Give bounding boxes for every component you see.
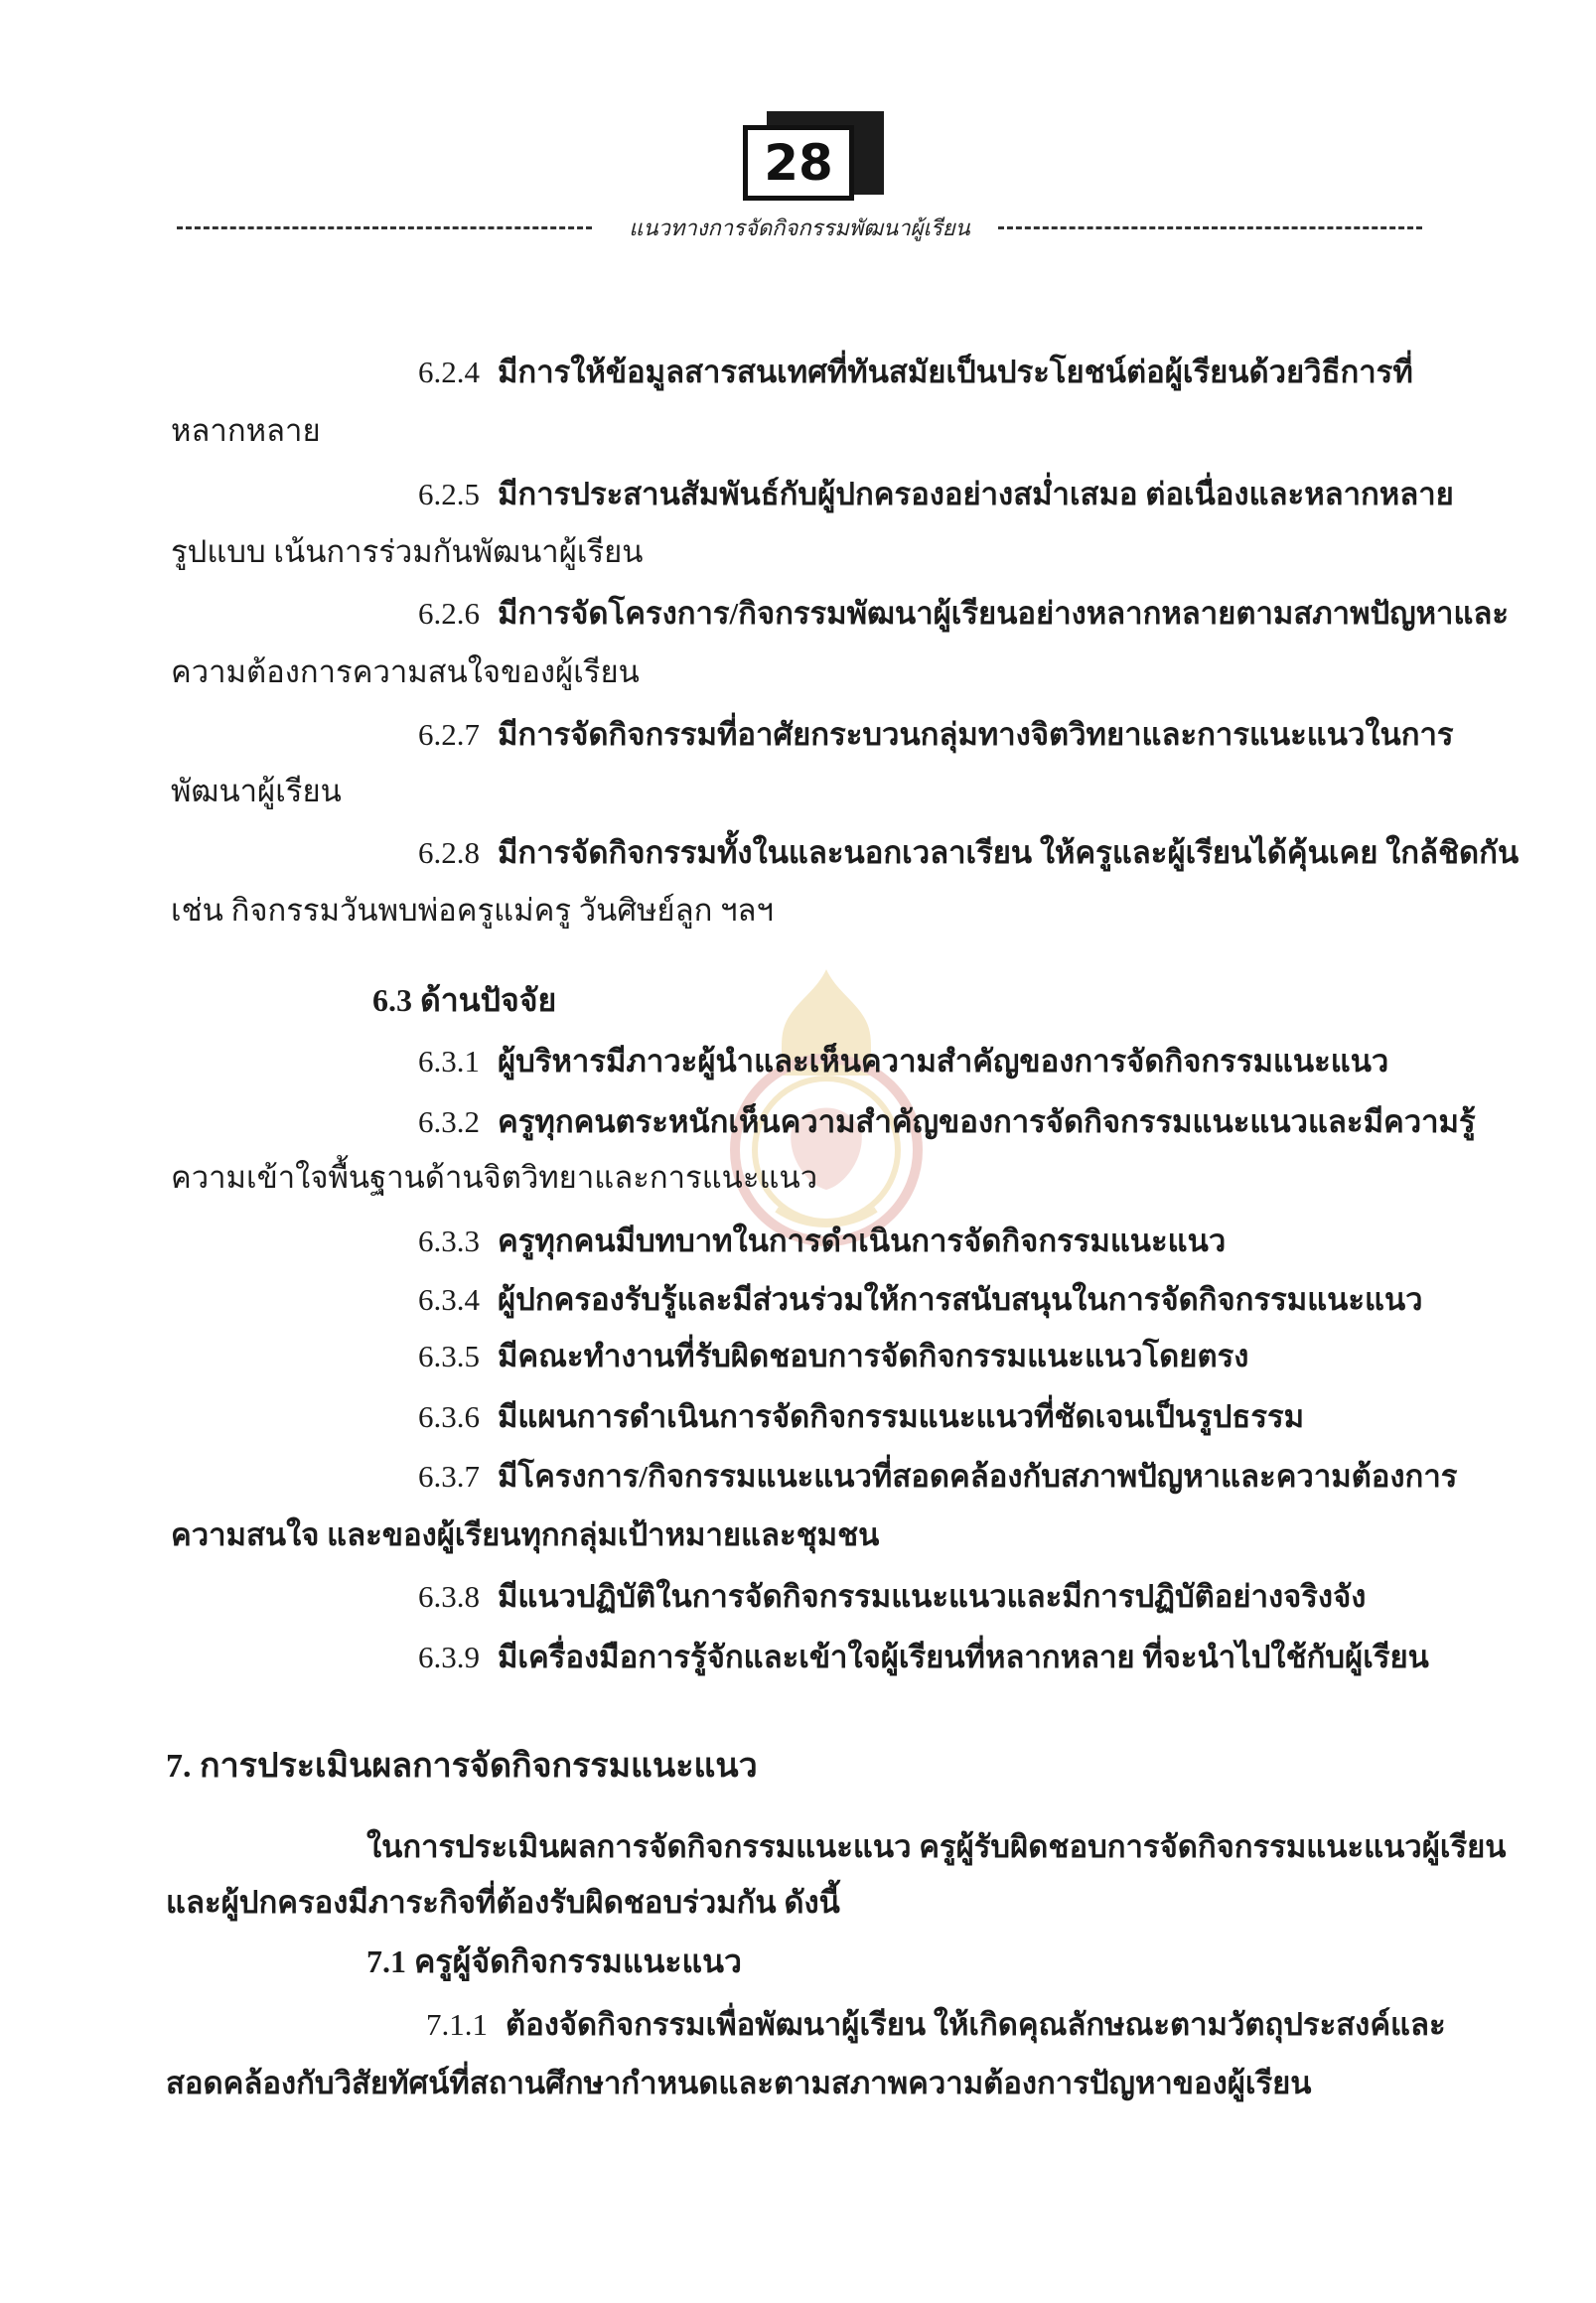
item-6-3-9 bbox=[418, 1638, 1429, 1677]
item-number: 6.3.7 bbox=[418, 1459, 480, 1494]
item-6-2-6-line2: ความต้องการความสนใจของผู้เรียน bbox=[171, 654, 640, 689]
item-text: มีแนวปฏิบัติในการจัดกิจกรรมแนะแนวและมีการปฏิบัติอย่างจริงจัง bbox=[498, 1579, 1367, 1614]
item-6-2-7-line2: พัฒนาผู้เรียน bbox=[171, 774, 342, 808]
item-text: มีคณะทำงานที่รับผิดชอบการจัดกิจกรรมแนะแนวโดยตรง bbox=[498, 1339, 1249, 1373]
item-6-2-5-line1 bbox=[418, 475, 1454, 514]
item-text: มีการจัดกิจกรรมที่อาศัยกระบวนกลุ่มทางจิตวิทยาและการแนะแนวในการ bbox=[498, 717, 1454, 752]
item-text: มีการจัดโครงการ/กิจกรรมพัฒนาผู้เรียนอย่างหลากหลายตามสภาพปัญหาและ bbox=[498, 596, 1510, 631]
item-6-2-8-line1 bbox=[418, 833, 1519, 873]
item-6-3-4 bbox=[418, 1280, 1423, 1320]
item-text: ต้องจัดกิจกรรมเพื่อพัฒนาผู้เรียน ให้เกิดคุณลักษณะตามวัตถุประสงค์และ bbox=[506, 2007, 1446, 2042]
item-7-1-1-line2: สอดคล้องกับวิสัยทัศน์ที่สถานศึกษากำหนดและตามสภาพความต้องการปัญหาของผู้เรียน bbox=[166, 2066, 1312, 2100]
item-number: 6.3.3 bbox=[418, 1223, 480, 1258]
item-number: 6.2.6 bbox=[418, 596, 480, 631]
item-text: มีแผนการดำเนินการจัดกิจกรรมแนะแนวที่ชัดเจนเป็นรูปธรรม bbox=[498, 1399, 1305, 1434]
item-number: 6.2.8 bbox=[418, 835, 480, 870]
item-6-2-8-line2: เช่น กิจกรรมวันพบพ่อครูแม่ครู วันศิษย์ลูก ฯลฯ bbox=[171, 893, 774, 928]
item-number: 6.3.9 bbox=[418, 1640, 480, 1674]
item-number: 6.3.6 bbox=[418, 1399, 480, 1434]
item-number: 6.3.8 bbox=[418, 1579, 480, 1614]
section-7-intro-line2: และผู้ปกครองมีภาระกิจที่ต้องรับผิดชอบร่วมกัน ดังนี้ bbox=[166, 1885, 840, 1920]
item-text: ครูทุกคนมีบทบาทในการดำเนินการจัดกิจกรรมแนะแนว bbox=[498, 1223, 1227, 1258]
item-6-3-7-line2: ความสนใจ และของผู้เรียนทุกกลุ่มเป้าหมายและชุมชน bbox=[171, 1517, 880, 1552]
section-7-1-heading: 7.1 ครูผู้จัดกิจกรรมแนะแนว bbox=[366, 1943, 742, 1979]
item-6-3-1 bbox=[418, 1042, 1388, 1081]
item-number: 7.1.1 bbox=[426, 2007, 488, 2042]
item-text: มีเครื่องมือการรู้จักและเข้าใจผู้เรียนที่หลากหลาย ที่จะนำไปใช้กับผู้เรียน bbox=[498, 1640, 1429, 1674]
item-6-2-4-line2: หลากหลาย bbox=[171, 413, 321, 448]
item-number: 6.2.5 bbox=[418, 477, 480, 511]
item-6-3-5 bbox=[418, 1337, 1248, 1376]
item-6-2-6-line1 bbox=[418, 594, 1509, 634]
section-7-intro-line1: ในการประเมินผลการจัดกิจกรรมแนะแนว ครูผู้รับผิดชอบการจัดกิจกรรมแนะแนวผู้เรียน bbox=[366, 1829, 1507, 1864]
section-7-heading: 7. การประเมินผลการจัดกิจกรรมแนะแนว bbox=[166, 1748, 758, 1785]
item-text: มีการประสานสัมพันธ์กับผู้ปกครองอย่างสม่ำเสมอ ต่อเนื่องและหลากหลาย bbox=[498, 477, 1454, 511]
running-title: แนวทางการจัดกิจกรรมพัฒนาผู้เรียน bbox=[629, 216, 970, 240]
item-6-2-4-line1 bbox=[418, 353, 1413, 392]
item-7-1-1-line1 bbox=[426, 2005, 1446, 2045]
item-number: 6.2.4 bbox=[418, 355, 480, 389]
header-rule-right bbox=[998, 226, 1422, 229]
item-6-3-8 bbox=[418, 1577, 1366, 1617]
item-6-2-5-line2: รูปแบบ เน้นการร่วมกันพัฒนาผู้เรียน bbox=[171, 534, 644, 569]
item-text: มีการให้ข้อมูลสารสนเทศที่ทันสมัยเป็นประโยชน์ต่อผู้เรียนด้วยวิธีการที่ bbox=[498, 355, 1413, 389]
item-text: ผู้ปกครองรับรู้และมีส่วนร่วมให้การสนับสนุนในการจัดกิจกรรมแนะแนว bbox=[498, 1282, 1423, 1317]
item-text: ผู้บริหารมีภาวะผู้นำและเห็นความสำคัญของการจัดกิจกรรมแนะแนว bbox=[498, 1044, 1389, 1079]
item-6-3-6 bbox=[418, 1397, 1304, 1437]
item-6-3-2-line1 bbox=[418, 1102, 1476, 1142]
item-text: ครูทุกคนตระหนักเห็นความสำคัญของการจัดกิจกรรมแนะแนวและมีความรู้ bbox=[498, 1104, 1476, 1139]
header-rule-left bbox=[177, 226, 592, 229]
page-number: 28 bbox=[743, 125, 854, 201]
section-6-3-heading: 6.3 ด้านปัจจัย bbox=[372, 982, 557, 1018]
item-6-3-3 bbox=[418, 1222, 1226, 1261]
item-number: 6.3.1 bbox=[418, 1044, 480, 1079]
item-6-2-7-line1 bbox=[418, 715, 1454, 755]
item-number: 6.3.4 bbox=[418, 1282, 480, 1317]
item-number: 6.2.7 bbox=[418, 717, 480, 752]
item-6-3-7-line1 bbox=[418, 1457, 1457, 1497]
item-text: มีการจัดกิจกรรมทั้งในและนอกเวลาเรียน ให้ครูและผู้เรียนได้คุ้นเคย ใกล้ชิดกัน bbox=[498, 835, 1520, 870]
item-6-3-2-line2: ความเข้าใจพื้นฐานด้านจิตวิทยาและการแนะแนว bbox=[171, 1160, 818, 1195]
item-number: 6.3.5 bbox=[418, 1339, 480, 1373]
item-number: 6.3.2 bbox=[418, 1104, 480, 1139]
item-text: มีโครงการ/กิจกรรมแนะแนวที่สอดคล้องกับสภาพปัญหาและความต้องการ bbox=[498, 1459, 1458, 1494]
